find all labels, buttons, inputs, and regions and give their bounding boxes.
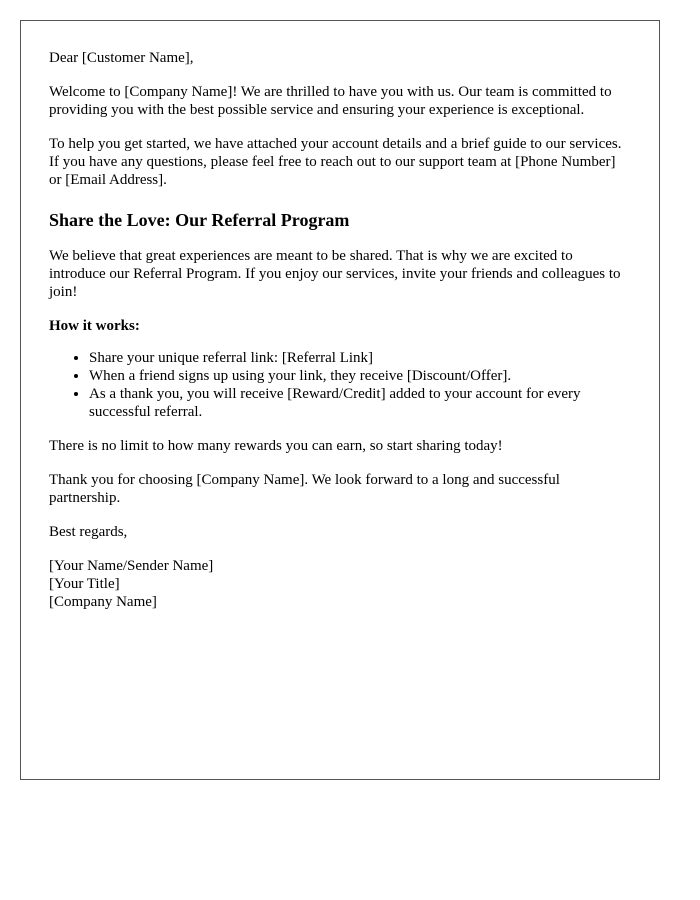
signature-name: [Your Name/Sender Name]: [49, 558, 214, 574]
steps-list: [49, 349, 631, 421]
letter-document: [20, 20, 660, 780]
referral-intro-paragraph: We believe that great experiences are meant to be shared. That is why we are excited to introduce our Referral Program. If you enjoy our services, invite your friends and colleagues to join!: [49, 248, 621, 300]
no-limit-paragraph: There is no limit to how many rewards you can earn, so start sharing today!: [49, 438, 503, 454]
list-item: • As a thank you, you will receive [Reward/Credit] added to your account for every successful referral.: [89, 385, 631, 421]
signature-company: [Company Name]: [49, 594, 157, 610]
salutation: Dear [Customer Name],: [49, 50, 194, 66]
how-it-works-label: How it works:: [49, 318, 140, 334]
signature-title: [Your Title]: [49, 576, 120, 592]
thanks-paragraph: Thank you for choosing [Company Name]. We look forward to a long and successful partnership.: [49, 472, 560, 506]
referral-heading: Share the Love: Our Referral Program: [49, 210, 350, 230]
list-item: • Share your unique referral link: [Referral Link]: [89, 349, 631, 367]
intro-paragraph: Welcome to [Company Name]! We are thrilled to have you with us. Our team is committed to providing you with the best possible service and ensuring your experience is exceptional.: [49, 84, 612, 118]
signature-block: [49, 557, 631, 611]
closing: Best regards,: [49, 524, 128, 540]
getting-started-paragraph: To help you get started, we have attached your account details and a brief guide to our services. If you have any questions, please feel free to reach out to our support team at [Phone Number] or [Email Address].: [49, 136, 622, 188]
list-item: • When a friend signs up using your link, they receive [Discount/Offer].: [89, 367, 631, 385]
